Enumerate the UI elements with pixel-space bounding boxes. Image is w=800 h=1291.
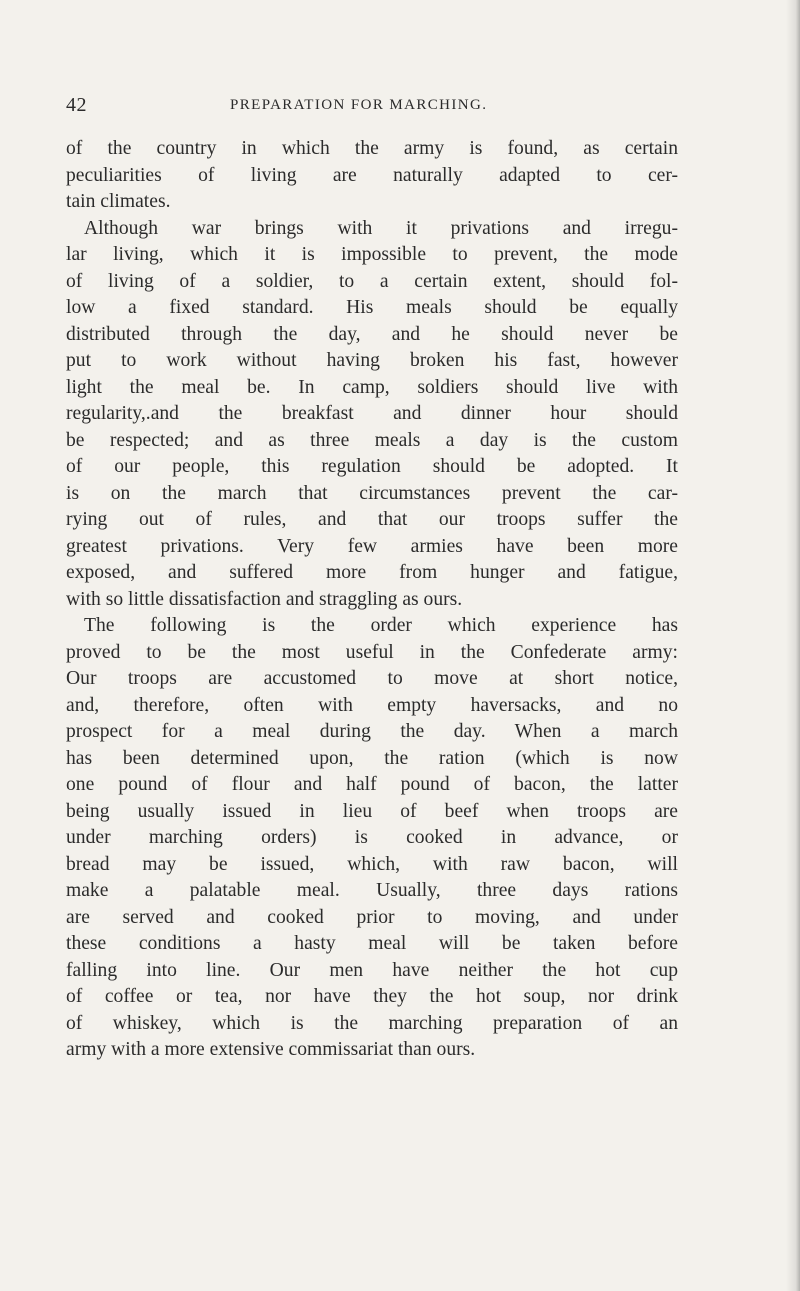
text-line: being usually issued in lieu of beef when troops are [66, 800, 678, 822]
text-line: rying out of rules, and that our troops suffer the [66, 509, 678, 530]
text-line: prospect for a meal during the day. When a march [66, 721, 678, 742]
text-line: peculiarities of living are naturally adapted to cer- [66, 164, 678, 186]
text-line: of coffee or tea, nor have they the hot soup, nor drink [66, 986, 678, 1007]
text-line: is on the march that circumstances prevent the car- [66, 482, 678, 504]
text-line: of our people, this regulation should be adopted. It [66, 456, 678, 477]
page-number: 42 [66, 94, 87, 116]
text-line: Although war brings with it privations and irregu- [84, 217, 678, 239]
text-line: are served and cooked prior to moving, and under [66, 906, 678, 928]
text-line: regularity,.and the breakfast and dinner hour should [66, 403, 678, 424]
text-line: make a palatable meal. Usually, three days rations [66, 880, 678, 901]
text-line: of whiskey, which is the marching preparation of an [66, 1012, 678, 1034]
text-line: one pound of flour and half pound of bacon, the latter [66, 774, 678, 795]
page-edge-shadow [786, 0, 800, 1291]
text-line: has been determined upon, the ration (which is now [66, 747, 678, 769]
text-line: be respected; and as three meals a day is the custom [66, 429, 678, 451]
text-line: falling into line. Our men have neither the hot cup [66, 959, 678, 981]
text-line: proved to be the most useful in the Confederate army: [66, 641, 678, 663]
text-line: The following is the order which experience has [84, 615, 678, 636]
text-line: Our troops are accustomed to move at short notice, [66, 668, 678, 689]
body-text [66, 136, 678, 1064]
text-line: tain climates. [66, 191, 171, 212]
text-line: put to work without having broken his fast, however [66, 350, 678, 371]
text-line: exposed, and suffered more from hunger and fatigue, [66, 562, 678, 583]
text-line: of the country in which the army is found, as certain [66, 138, 678, 159]
text-line: greatest privations. Very few armies have been more [66, 535, 678, 557]
text-line: of living of a soldier, to a certain extent, should fol- [66, 270, 678, 292]
text-line: low a fixed standard. His meals should be equally [66, 297, 678, 318]
text-line: lar living, which it is impossible to prevent, the mode [66, 244, 678, 265]
text-line: bread may be issued, which, with raw bacon, will [66, 853, 678, 875]
text-line: with so little dissatisfaction and straggling as ours. [66, 588, 463, 610]
running-title: PREPARATION FOR MARCHING. [230, 97, 488, 113]
text-line: light the meal be. In camp, soldiers should live with [66, 376, 678, 398]
text-line: and, therefore, often with empty haversacks, and no [66, 694, 678, 716]
text-line: these conditions a hasty meal will be taken before [66, 933, 678, 954]
running-head [66, 94, 680, 116]
text-line: under marching orders) is cooked in advance, or [66, 827, 678, 848]
text-line: distributed through the day, and he should never be [66, 323, 678, 345]
text-line: army with a more extensive commissariat than ours. [66, 1039, 476, 1060]
